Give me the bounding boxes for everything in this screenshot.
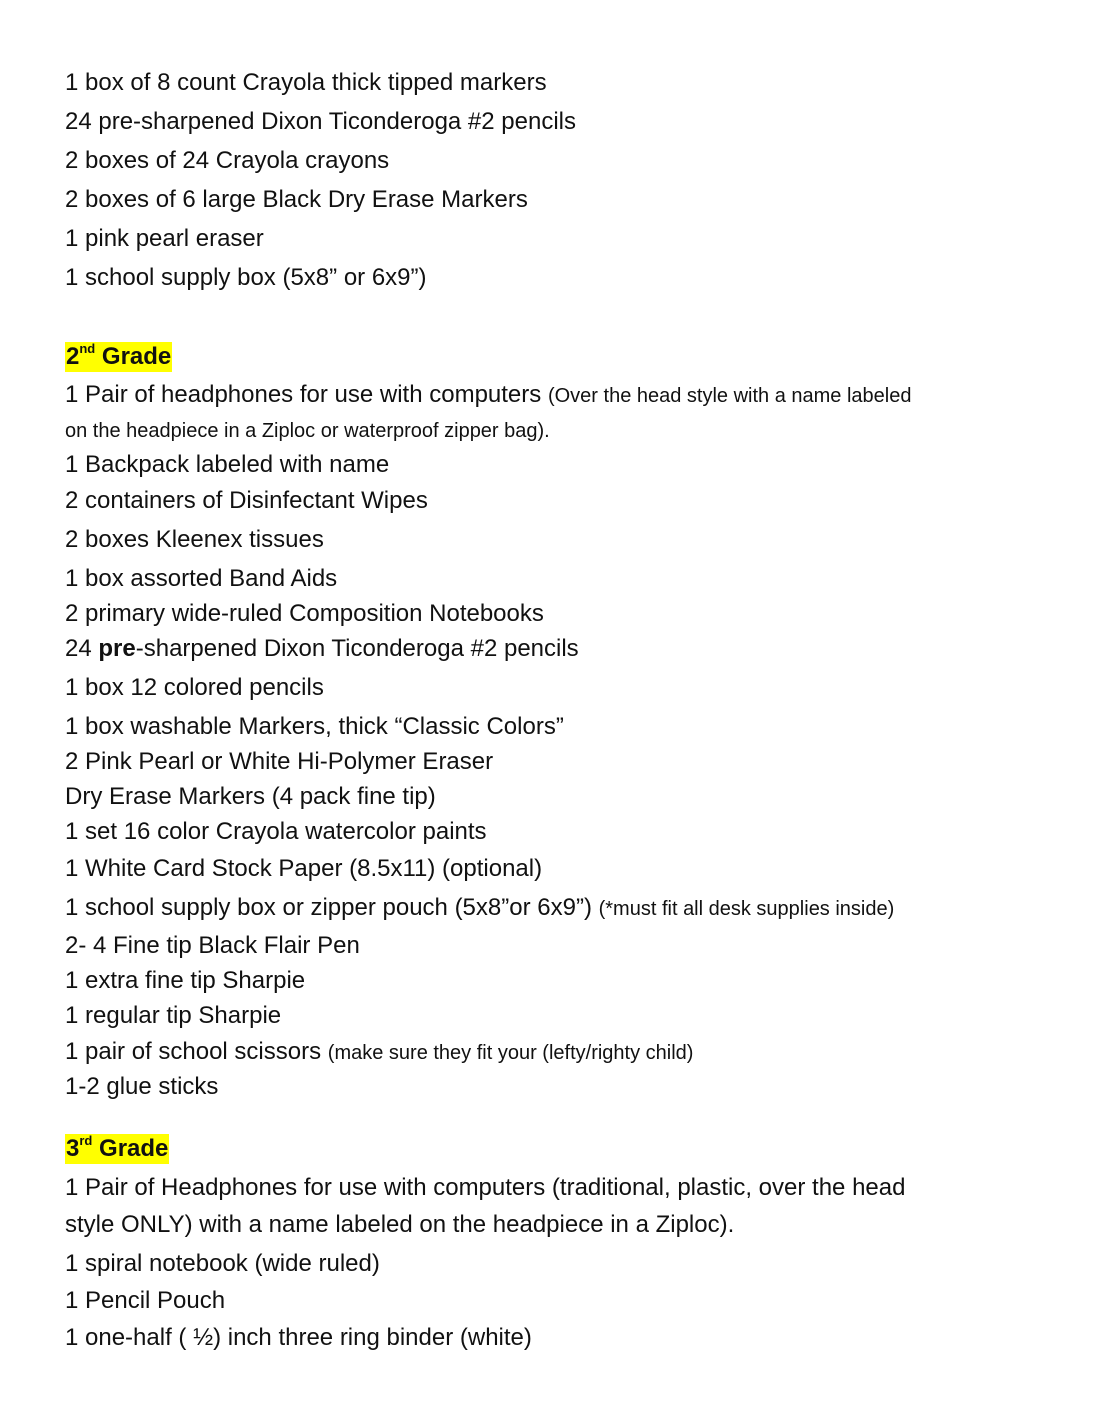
list-item: 2 boxes of 6 large Black Dry Erase Markers <box>65 186 528 213</box>
list-item-text: 24 <box>65 635 99 662</box>
list-item: 1 extra fine tip Sharpie <box>65 967 306 994</box>
list-item: 1 pink pearl eraser <box>65 225 264 252</box>
list-item-supply-box <box>65 893 894 924</box>
list-item: 1 box assorted Band Aids <box>65 565 338 592</box>
list-item: 1 school supply box (5x8” or 6x9”) <box>65 264 427 291</box>
list-item: 1 spiral notebook (wide ruled) <box>65 1250 380 1277</box>
list-item-note: (*must fit all desk supplies inside) <box>598 898 895 920</box>
grade3-heading <box>65 1134 169 1164</box>
list-item: 1 one-half ( ½) inch three ring binder (white) <box>65 1324 532 1351</box>
list-item-emphasis: pre <box>98 635 136 662</box>
grade2-heading-label: Grade <box>95 343 172 370</box>
list-item: style ONLY) with a name labeled on the headpiece in a Ziploc). <box>65 1211 735 1238</box>
list-item-scissors <box>65 1037 693 1068</box>
list-item-note: (make sure they fit your (lefty/righty child) <box>327 1042 694 1064</box>
list-item: 2 containers of Disinfectant Wipes <box>65 487 428 514</box>
grade2-heading-suffix: nd <box>79 341 96 356</box>
list-item: 1 Backpack labeled with name <box>65 451 390 478</box>
list-item: 2- 4 Fine tip Black Flair Pen <box>65 932 360 959</box>
grade2-heading <box>65 342 172 372</box>
list-item: 24 pre-sharpened Dixon Ticonderoga #2 pencils <box>65 108 576 135</box>
list-item: 1 Pair of Headphones for use with computers (traditional, plastic, over the head <box>65 1174 906 1201</box>
list-item: 1 Pencil Pouch <box>65 1287 226 1314</box>
list-item: 1 regular tip Sharpie <box>65 1002 282 1029</box>
grade3-heading-suffix: rd <box>79 1133 93 1148</box>
list-item: 2 Pink Pearl or White Hi-Polymer Eraser <box>65 748 494 775</box>
list-item-note: (Over the head style with a name labeled <box>547 385 912 407</box>
list-item: Dry Erase Markers (4 pack fine tip) <box>65 783 436 810</box>
grade2-heading-number: 2 <box>66 343 80 370</box>
list-item: 2 boxes of 24 Crayola crayons <box>65 147 390 174</box>
list-item-text: 1 pair of school scissors <box>65 1038 328 1065</box>
list-item: 1 set 16 color Crayola watercolor paints <box>65 818 487 845</box>
list-item-pencils <box>65 634 579 664</box>
list-item: 1 White Card Stock Paper (8.5x11) (optional) <box>65 855 543 882</box>
list-item: 2 boxes Kleenex tissues <box>65 526 324 553</box>
list-item: 1 box washable Markers, thick “Classic Colors” <box>65 713 564 740</box>
grade3-heading-number: 3 <box>66 1135 80 1162</box>
list-item-note: on the headpiece in a Ziploc or waterproof zipper bag). <box>65 420 550 442</box>
list-item: 2 primary wide-ruled Composition Notebooks <box>65 600 544 627</box>
list-item-headphones <box>65 380 912 411</box>
list-item-text: 1 school supply box or zipper pouch (5x8”or 6x9”) <box>65 894 599 921</box>
list-item-text: -sharpened Dixon Ticonderoga #2 pencils <box>135 635 579 662</box>
list-item: 1 box of 8 count Crayola thick tipped markers <box>65 69 547 96</box>
list-item-text: 1 Pair of headphones for use with computers <box>65 381 548 408</box>
list-item: 1-2 glue sticks <box>65 1073 219 1100</box>
grade3-heading-label: Grade <box>92 1135 169 1162</box>
list-item: 1 box 12 colored pencils <box>65 674 324 701</box>
